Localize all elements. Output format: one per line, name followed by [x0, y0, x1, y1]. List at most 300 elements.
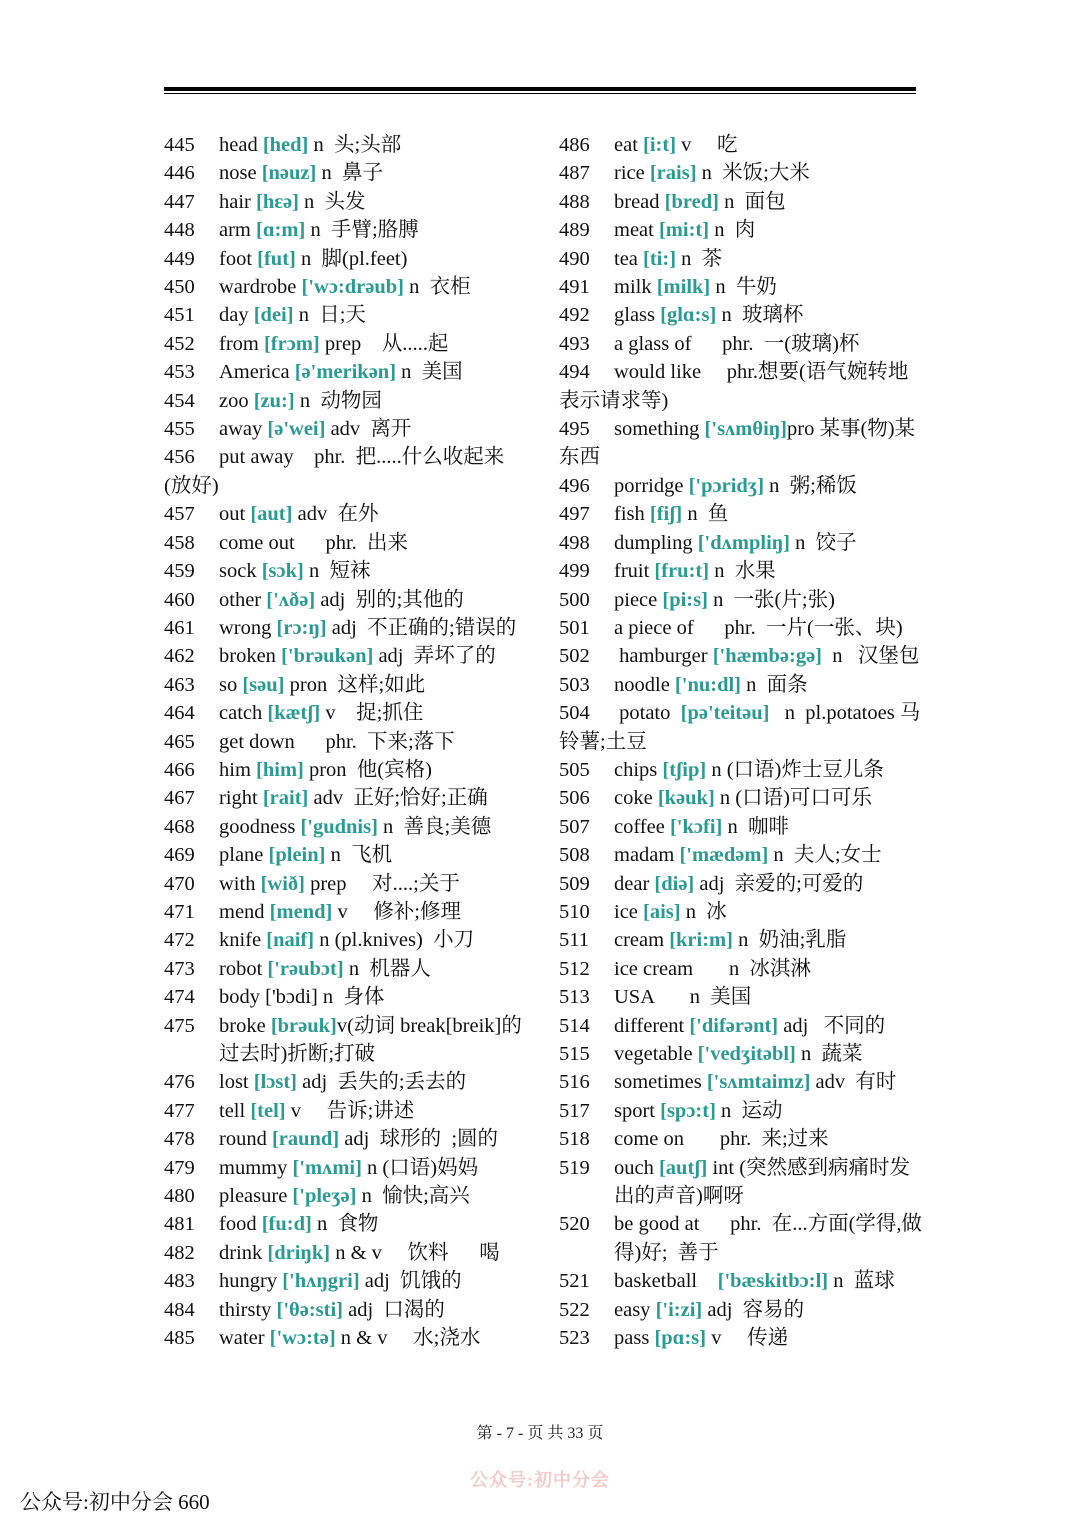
- vocab-entry: [164, 1154, 529, 1182]
- entry-word: fruit: [614, 560, 655, 583]
- entry-meaning: n 头发: [298, 190, 366, 213]
- entry-word: food: [219, 1213, 262, 1236]
- entry-word: would like phr.想要(语气婉转地表示请求等): [559, 361, 909, 412]
- entry-meaning: adv 离开: [325, 418, 412, 441]
- entry-word: day: [219, 304, 254, 327]
- vocab-entry: [164, 358, 529, 386]
- entry-meaning: v 告诉;讲述: [285, 1099, 415, 1122]
- entry-phonetic: [zu:]: [253, 389, 295, 412]
- entry-phonetic: [sɔk]: [261, 560, 304, 583]
- entry-phonetic: ['brəukən]: [281, 645, 374, 668]
- vocab-entry: [559, 1154, 924, 1211]
- entry-phonetic: [raund]: [271, 1128, 340, 1151]
- vocab-entry: [164, 330, 529, 358]
- entry-word: madam: [614, 844, 680, 867]
- entry-word: potato: [614, 702, 681, 725]
- entry-word: cream: [614, 929, 670, 952]
- entry-number: 489: [559, 219, 590, 242]
- entry-word: nose: [219, 162, 262, 185]
- vocab-entry: [559, 245, 924, 273]
- entry-meaning: n 夫人;女士: [768, 844, 882, 867]
- entry-number: 450: [164, 276, 195, 299]
- entry-word: catch: [219, 702, 268, 725]
- entry-phonetic: [i:t]: [643, 134, 677, 156]
- entry-word: broke: [219, 1014, 271, 1037]
- entry-phonetic: [plein]: [268, 844, 326, 867]
- entry-number: 455: [164, 418, 195, 441]
- vocab-entry: [559, 1097, 924, 1125]
- entry-phonetic: ['sʌmtaimz]: [706, 1071, 811, 1094]
- vocab-entry: [164, 1097, 529, 1125]
- entry-meaning: n 脚(pl.feet): [295, 247, 408, 270]
- entry-number: 507: [559, 815, 590, 838]
- vocab-column-right: [559, 131, 924, 1352]
- vocab-entry: [164, 500, 529, 528]
- entry-phonetic: [rɔ:ŋ]: [276, 616, 327, 639]
- entry-meaning: v(动词 break[breik]的过去时)折断;打破: [219, 1014, 522, 1065]
- entry-meaning: adj 亲爱的;可爱的: [694, 872, 864, 895]
- entry-number: 499: [559, 560, 590, 583]
- entry-number: 482: [164, 1241, 195, 1264]
- entry-number: 461: [164, 616, 195, 639]
- entry-meaning: adj 弄坏了的: [373, 645, 496, 668]
- entry-phonetic: [ə'wei]: [267, 418, 326, 441]
- entry-meaning: adj 别的;其他的: [315, 588, 464, 611]
- entry-phonetic: [pɑ:s]: [654, 1327, 707, 1350]
- entry-meaning: adv 有时: [810, 1071, 897, 1094]
- entry-word: vegetable: [614, 1043, 698, 1065]
- entry-number: 469: [164, 844, 195, 867]
- vocab-entry: [559, 642, 924, 670]
- entry-number: 501: [559, 616, 590, 639]
- entry-word: eat: [614, 134, 644, 156]
- entry-word: zoo: [219, 389, 254, 412]
- entry-phonetic: ['pɔridʒ]: [688, 474, 765, 497]
- entry-number: 505: [559, 758, 590, 781]
- entry-word: a piece of phr. 一片(一张、块): [614, 616, 903, 639]
- vocab-entry: [164, 642, 529, 670]
- entry-number: 518: [559, 1128, 590, 1151]
- entry-phonetic: [fut]: [257, 247, 296, 270]
- vocab-entry: [164, 1012, 529, 1069]
- entry-word: arm: [219, 219, 256, 242]
- entry-phonetic: ['vedʒitəbl]: [697, 1043, 796, 1065]
- entry-phonetic: ['mædəm]: [679, 844, 769, 867]
- entry-meaning: n 茶: [676, 247, 723, 270]
- entry-number: 454: [164, 389, 195, 412]
- entry-phonetic: [ɑ:m]: [256, 219, 306, 242]
- entry-word: different: [614, 1014, 690, 1037]
- entry-meaning: n pl.potatoes 马铃薯;土豆: [559, 702, 921, 753]
- entry-meaning: v 捉;抓住: [320, 702, 424, 725]
- vocab-entry: [559, 983, 924, 1011]
- vocab-entry: [164, 813, 529, 841]
- entry-phonetic: ['hʌŋgri]: [282, 1270, 360, 1293]
- vocab-entry: [559, 188, 924, 216]
- vocab-entry: [164, 1239, 529, 1267]
- vocab-entry: [164, 671, 529, 699]
- entry-number: 471: [164, 900, 195, 923]
- vocab-entry: [559, 415, 924, 472]
- entry-number: 515: [559, 1043, 590, 1065]
- vocab-entry: [164, 983, 529, 1011]
- entry-phonetic: ['hæmbə:gə]: [712, 645, 822, 668]
- entry-word: sport: [614, 1099, 661, 1122]
- entry-phonetic: [pə'teitəu]: [680, 702, 770, 725]
- entry-phonetic: [hɛə]: [256, 190, 299, 213]
- vocab-entry: [559, 216, 924, 244]
- entry-phonetic: [ais]: [643, 900, 681, 923]
- entry-meaning: n 牛奶: [710, 276, 777, 299]
- entry-number: 464: [164, 702, 195, 725]
- entry-word: come out phr. 出来: [219, 531, 409, 554]
- entry-word: pass: [614, 1327, 655, 1350]
- entry-number: 512: [559, 957, 590, 980]
- entry-phonetic: [fru:t]: [654, 560, 710, 583]
- entry-number: 511: [559, 929, 589, 952]
- entry-number: 468: [164, 815, 195, 838]
- vocab-entry: [164, 841, 529, 869]
- entry-word: ice: [614, 900, 644, 923]
- entry-meaning: prep 对....;关于: [304, 872, 460, 895]
- entry-meaning: n 汉堡包: [822, 645, 920, 668]
- vocab-entry: [559, 159, 924, 187]
- entry-word: hamburger: [614, 645, 713, 668]
- vocab-entry: [559, 841, 924, 869]
- entry-number: 485: [164, 1327, 195, 1350]
- vocab-entry: [164, 131, 529, 159]
- entry-meaning: adv 在外: [292, 503, 379, 526]
- entry-phonetic: [glɑ:s]: [660, 304, 717, 327]
- entry-number: 473: [164, 957, 195, 980]
- entry-number: 492: [559, 304, 590, 327]
- entry-meaning: pron 他(宾格): [303, 758, 432, 781]
- entry-number: 498: [559, 531, 590, 554]
- entry-word: easy: [614, 1298, 656, 1321]
- vocab-entry: [164, 955, 529, 983]
- entry-phonetic: ['θə:sti]: [276, 1298, 344, 1321]
- entry-word: pleasure: [219, 1185, 293, 1208]
- entry-phonetic: ['wɔ:drəub]: [301, 276, 405, 299]
- entry-word: mummy: [219, 1156, 293, 1179]
- entry-meaning: n (口语)妈妈: [361, 1156, 479, 1179]
- entry-meaning: n & v 饮料 喝: [330, 1241, 500, 1264]
- entry-meaning: n 运动: [715, 1099, 783, 1122]
- entry-meaning: adj 口渴的: [343, 1298, 445, 1321]
- entry-meaning: n 短袜: [303, 560, 371, 583]
- vocab-entry: [164, 387, 529, 415]
- entry-meaning: adj 球形的 ;圆的: [339, 1128, 499, 1151]
- entry-phonetic: ['gudnis]: [300, 815, 378, 838]
- entry-number: 500: [559, 588, 590, 611]
- entry-phonetic: ['i:zi]: [655, 1298, 703, 1321]
- entry-meaning: n 愉快;高兴: [356, 1185, 470, 1208]
- entry-number: 504: [559, 702, 590, 725]
- entry-phonetic: ['wɔ:tə]: [269, 1327, 336, 1350]
- entry-word: body ['bɔdi] n 身体: [219, 986, 385, 1009]
- entry-phonetic: ['kɔfi]: [669, 815, 723, 838]
- entry-number: 452: [164, 332, 195, 355]
- entry-meaning: pro 某事(物)某东西: [559, 418, 916, 469]
- vocab-entry: [164, 784, 529, 812]
- entry-phonetic: [rais]: [649, 162, 697, 185]
- vocab-entry: [559, 557, 924, 585]
- entry-word: coffee: [614, 815, 670, 838]
- vocab-entry: [164, 529, 529, 557]
- entry-number: 493: [559, 332, 590, 355]
- entry-number: 502: [559, 645, 590, 668]
- entry-number: 449: [164, 247, 195, 270]
- watermark-center: 公众号:初中分会: [470, 1470, 610, 1490]
- header-rule-thin: [164, 93, 916, 94]
- entry-meaning: n 饺子: [790, 531, 857, 554]
- entry-number: 519: [559, 1156, 590, 1179]
- entry-meaning: n 蓝球: [828, 1270, 895, 1293]
- entry-word: piece: [614, 588, 663, 611]
- entry-number: 516: [559, 1071, 590, 1094]
- entry-word: sock: [219, 560, 262, 583]
- entry-word: bread: [614, 190, 665, 213]
- entry-phonetic: ['nu:dl]: [674, 673, 741, 696]
- vocab-entry: [164, 188, 529, 216]
- entry-meaning: n 鼻子: [316, 162, 383, 185]
- entry-number: 490: [559, 247, 590, 270]
- entry-number: 467: [164, 787, 195, 810]
- vocab-entry: [559, 1324, 924, 1352]
- vocab-entry: [559, 1012, 924, 1040]
- page-number: 第 - 7 - 页 共 33 页: [476, 1425, 604, 1442]
- entry-number: 494: [559, 361, 590, 384]
- entry-word: hair: [219, 190, 256, 213]
- entry-phonetic: [səu]: [242, 673, 285, 696]
- entry-word: with: [219, 872, 261, 895]
- entry-number: 470: [164, 872, 195, 895]
- entry-meaning: n 面包: [718, 190, 786, 213]
- entry-number: 487: [559, 162, 590, 185]
- entry-word: get down phr. 下来;落下: [219, 730, 455, 753]
- entry-phonetic: [kəuk]: [657, 787, 715, 810]
- entry-phonetic: [ti:]: [643, 247, 677, 270]
- entry-word: America: [219, 361, 295, 384]
- entry-meaning: n 衣柜: [404, 276, 471, 299]
- entry-number: 480: [164, 1185, 195, 1208]
- entry-word: away: [219, 418, 268, 441]
- vocab-entry: [559, 330, 924, 358]
- entry-word: wrong: [219, 616, 277, 639]
- entry-word: fish: [614, 503, 650, 526]
- vocab-entry: [164, 870, 529, 898]
- entry-number: 478: [164, 1128, 195, 1151]
- entry-meaning: n 米饭;大米: [696, 162, 810, 185]
- entry-word: robot: [219, 957, 268, 980]
- entry-phonetic: [dei]: [253, 304, 294, 327]
- entry-meaning: n 一张(片;张): [707, 588, 835, 611]
- entry-meaning: v 吃: [676, 134, 738, 156]
- entry-meaning: adj 饥饿的: [359, 1270, 462, 1293]
- vocab-entry: [164, 728, 529, 756]
- entry-phonetic: ['ʌðə]: [266, 588, 316, 611]
- entry-number: 451: [164, 304, 195, 327]
- entry-phonetic: [mend]: [269, 900, 333, 923]
- entry-phonetic: [rait]: [262, 787, 309, 810]
- entry-word: meat: [614, 219, 659, 242]
- entry-number: 491: [559, 276, 590, 299]
- vocab-entry: [164, 1296, 529, 1324]
- vocab-entry: [164, 756, 529, 784]
- entry-phonetic: [tel]: [250, 1099, 286, 1122]
- entry-word: tell: [219, 1099, 251, 1122]
- entry-number: 495: [559, 418, 590, 441]
- entry-meaning: n 鱼: [682, 503, 729, 526]
- vocab-entry: [559, 671, 924, 699]
- vocab-entry: [164, 1210, 529, 1238]
- vocab-entry: [164, 926, 529, 954]
- entry-number: 508: [559, 844, 590, 867]
- entry-number: 463: [164, 673, 195, 696]
- entry-number: 448: [164, 219, 195, 242]
- entry-word: goodness: [219, 815, 301, 838]
- entry-number: 497: [559, 503, 590, 526]
- entry-meaning: n 食物: [311, 1213, 379, 1236]
- entry-word: lost: [219, 1071, 254, 1094]
- vocab-entry: [559, 1040, 924, 1068]
- entry-word: broken: [219, 645, 282, 668]
- entry-word: knife: [219, 929, 267, 952]
- entry-number: 460: [164, 588, 195, 611]
- vocab-entry: [164, 1267, 529, 1295]
- vocab-entry: [559, 926, 924, 954]
- entry-word: head: [219, 134, 263, 156]
- entry-word: other: [219, 588, 267, 611]
- entry-word: right: [219, 787, 263, 810]
- vocab-entry: [559, 1267, 924, 1295]
- entry-meaning: n 动物园: [294, 389, 382, 412]
- entry-phonetic: [naif]: [266, 929, 315, 952]
- vocab-entry: [164, 443, 529, 500]
- entry-meaning: v 修补;修理: [332, 900, 462, 923]
- vocab-entry: [559, 699, 924, 756]
- entry-phonetic: [brəuk]: [270, 1014, 337, 1037]
- entry-phonetic: [tʃip]: [662, 758, 707, 781]
- vocab-entry: [559, 586, 924, 614]
- entry-word: thirsty: [219, 1298, 277, 1321]
- entry-phonetic: ['bæskitbɔ:l]: [717, 1270, 829, 1293]
- entry-phonetic: [nəuz]: [261, 162, 317, 185]
- entry-meaning: n & v 水;浇水: [335, 1327, 481, 1350]
- entry-word: come on phr. 来;过来: [614, 1128, 829, 1151]
- entry-phonetic: ['dʌmpliŋ]: [697, 531, 790, 554]
- entry-number: 513: [559, 986, 590, 1009]
- entry-meaning: n (口语)炸士豆儿条: [706, 758, 884, 781]
- entry-phonetic: ['sʌmθiŋ]: [704, 418, 787, 441]
- vocab-entry: [559, 472, 924, 500]
- vocab-entry: [559, 1068, 924, 1096]
- vocab-entry: [164, 1125, 529, 1153]
- entry-number: 462: [164, 645, 195, 668]
- entry-phonetic: [bred]: [664, 190, 719, 213]
- entry-meaning: n 奶油;乳脂: [732, 929, 847, 952]
- vocab-entry: [164, 273, 529, 301]
- vocab-entry: [164, 557, 529, 585]
- entry-word: USA n 美国: [614, 986, 752, 1009]
- entry-phonetic: [lɔst]: [253, 1071, 298, 1094]
- entry-phonetic: [fiʃ]: [649, 503, 683, 526]
- entry-word: tea: [614, 247, 644, 270]
- entry-number: 459: [164, 560, 195, 583]
- entry-number: 521: [559, 1270, 590, 1293]
- entry-word: ice cream n 冰淇淋: [614, 957, 811, 980]
- entry-phonetic: ['rəubɔt]: [267, 957, 344, 980]
- entry-phonetic: [frɔm]: [263, 332, 320, 355]
- entry-word: hungry: [219, 1270, 283, 1293]
- entry-meaning: n 善良;美德: [377, 815, 492, 838]
- entry-word: glass: [614, 304, 661, 327]
- entry-phonetic: ['pleʒə]: [292, 1185, 357, 1208]
- entry-number: 510: [559, 900, 590, 923]
- vocab-entry: [164, 245, 529, 273]
- entry-number: 447: [164, 190, 195, 213]
- vocab-entry: [164, 1324, 529, 1352]
- entry-number: 509: [559, 872, 590, 895]
- entry-word: foot: [219, 247, 258, 270]
- entry-phonetic: [mi:t]: [658, 219, 710, 242]
- vocab-entry: [164, 614, 529, 642]
- entry-number: 476: [164, 1071, 195, 1094]
- vocab-entry: [559, 1125, 924, 1153]
- entry-word: drink: [219, 1241, 268, 1264]
- entry-meaning: int (突然感到病痛时发出的声音)啊呀: [614, 1156, 911, 1208]
- entry-phonetic: [him]: [256, 758, 304, 781]
- vocab-entry: [559, 1210, 924, 1267]
- entry-number: 483: [164, 1270, 195, 1293]
- vocab-entry: [164, 159, 529, 187]
- vocab-entry: [164, 301, 529, 329]
- entry-meaning: n 水果: [709, 560, 776, 583]
- entry-number: 514: [559, 1014, 590, 1037]
- entry-meaning: n (口语)可口可乐: [714, 787, 872, 810]
- entry-meaning: n 玻璃杯: [716, 304, 804, 327]
- entry-number: 496: [559, 474, 590, 497]
- entry-word: a glass of phr. 一(玻璃)杯: [614, 332, 860, 355]
- entry-phonetic: [kri:m]: [669, 929, 733, 952]
- entry-meaning: n 冰: [680, 900, 727, 923]
- entry-number: 453: [164, 361, 195, 384]
- entry-word: him: [219, 758, 257, 781]
- entry-word: sometimes: [614, 1071, 707, 1094]
- entry-number: 522: [559, 1298, 590, 1321]
- entry-word: dear: [614, 872, 655, 895]
- entry-phonetic: [driŋk]: [267, 1241, 331, 1264]
- entry-meaning: adj 不正确的;错误的: [326, 616, 517, 639]
- entry-phonetic: [milk]: [656, 276, 711, 299]
- vocab-entry: [164, 216, 529, 244]
- watermark-left: 公众号:初中分会 660: [20, 1490, 210, 1514]
- vocab-entry: [559, 955, 924, 983]
- entry-word: porridge: [614, 474, 689, 497]
- header-rule: [164, 87, 916, 91]
- vocab-entry: [164, 586, 529, 614]
- entry-phonetic: ['difərənt]: [689, 1014, 779, 1037]
- entry-phonetic: [hed]: [262, 134, 309, 156]
- entry-number: 477: [164, 1099, 195, 1122]
- entry-meaning: adj 容易的: [702, 1298, 805, 1321]
- entry-meaning: n 粥;稀饭: [764, 474, 857, 497]
- entry-meaning: adv 正好;恰好;正确: [308, 787, 488, 810]
- entry-meaning: n 面条: [741, 673, 808, 696]
- entry-meaning: n 咖啡: [722, 815, 789, 838]
- entry-word: ouch: [614, 1156, 659, 1179]
- entry-word: plane: [219, 844, 269, 867]
